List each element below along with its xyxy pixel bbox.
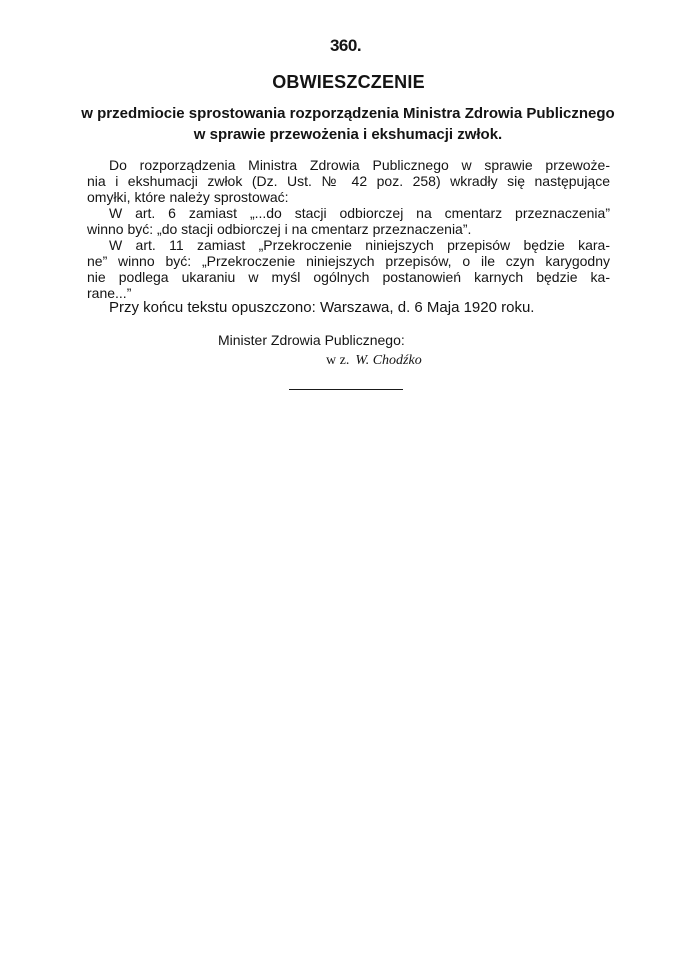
document-title: OBWIESZCZENIE (272, 72, 425, 92)
divider (289, 389, 403, 390)
body-line: nia i ekshumacji zwłok (Dz. Ust. № 42 poz. 258) wkradły się następujące (87, 173, 610, 189)
body-line: omyłki, które należy sprostować: (87, 189, 289, 205)
signature-prefix: w z. (326, 353, 350, 368)
body-line: ne” winno być: „Przekroczenie niniejszych przepisów, o ile czyn karygodny (87, 253, 610, 269)
body-line: nie podlega ukaraniu w myśl ogólnych postanowień karnych będzie ka- (87, 269, 610, 285)
body-line: winno być: „do stacji odbiorczej i na cmentarz przeznaczenia”. (87, 221, 472, 237)
document-number: 360. (329, 36, 362, 55)
signature-name: W. Chodźko (355, 353, 422, 368)
body-line: rane...” (87, 285, 132, 301)
body-line: Do rozporządzenia Ministra Zdrowia Publicznego w sprawie przewoże- (109, 157, 610, 173)
closing-note: Przy końcu tekstu opuszczono: Warszawa, d. 6 Maja 1920 roku. (109, 299, 535, 316)
body-line: W art. 6 zamiast „...do stacji odbiorczej na cmentarz przeznaczenia” (109, 205, 610, 221)
document-subtitle: w przedmiocie sprostowania rozporządzenia Ministra Zdrowia Publicznego w sprawie przewożenia i ekshumacji zwłok. (81, 105, 615, 143)
signature-title: Minister Zdrowia Publicznego: (218, 332, 405, 348)
body-line: W art. 11 zamiast „Przekroczenie niniejszych przepisów będzie kara- (109, 237, 610, 253)
signature-block (326, 353, 422, 369)
